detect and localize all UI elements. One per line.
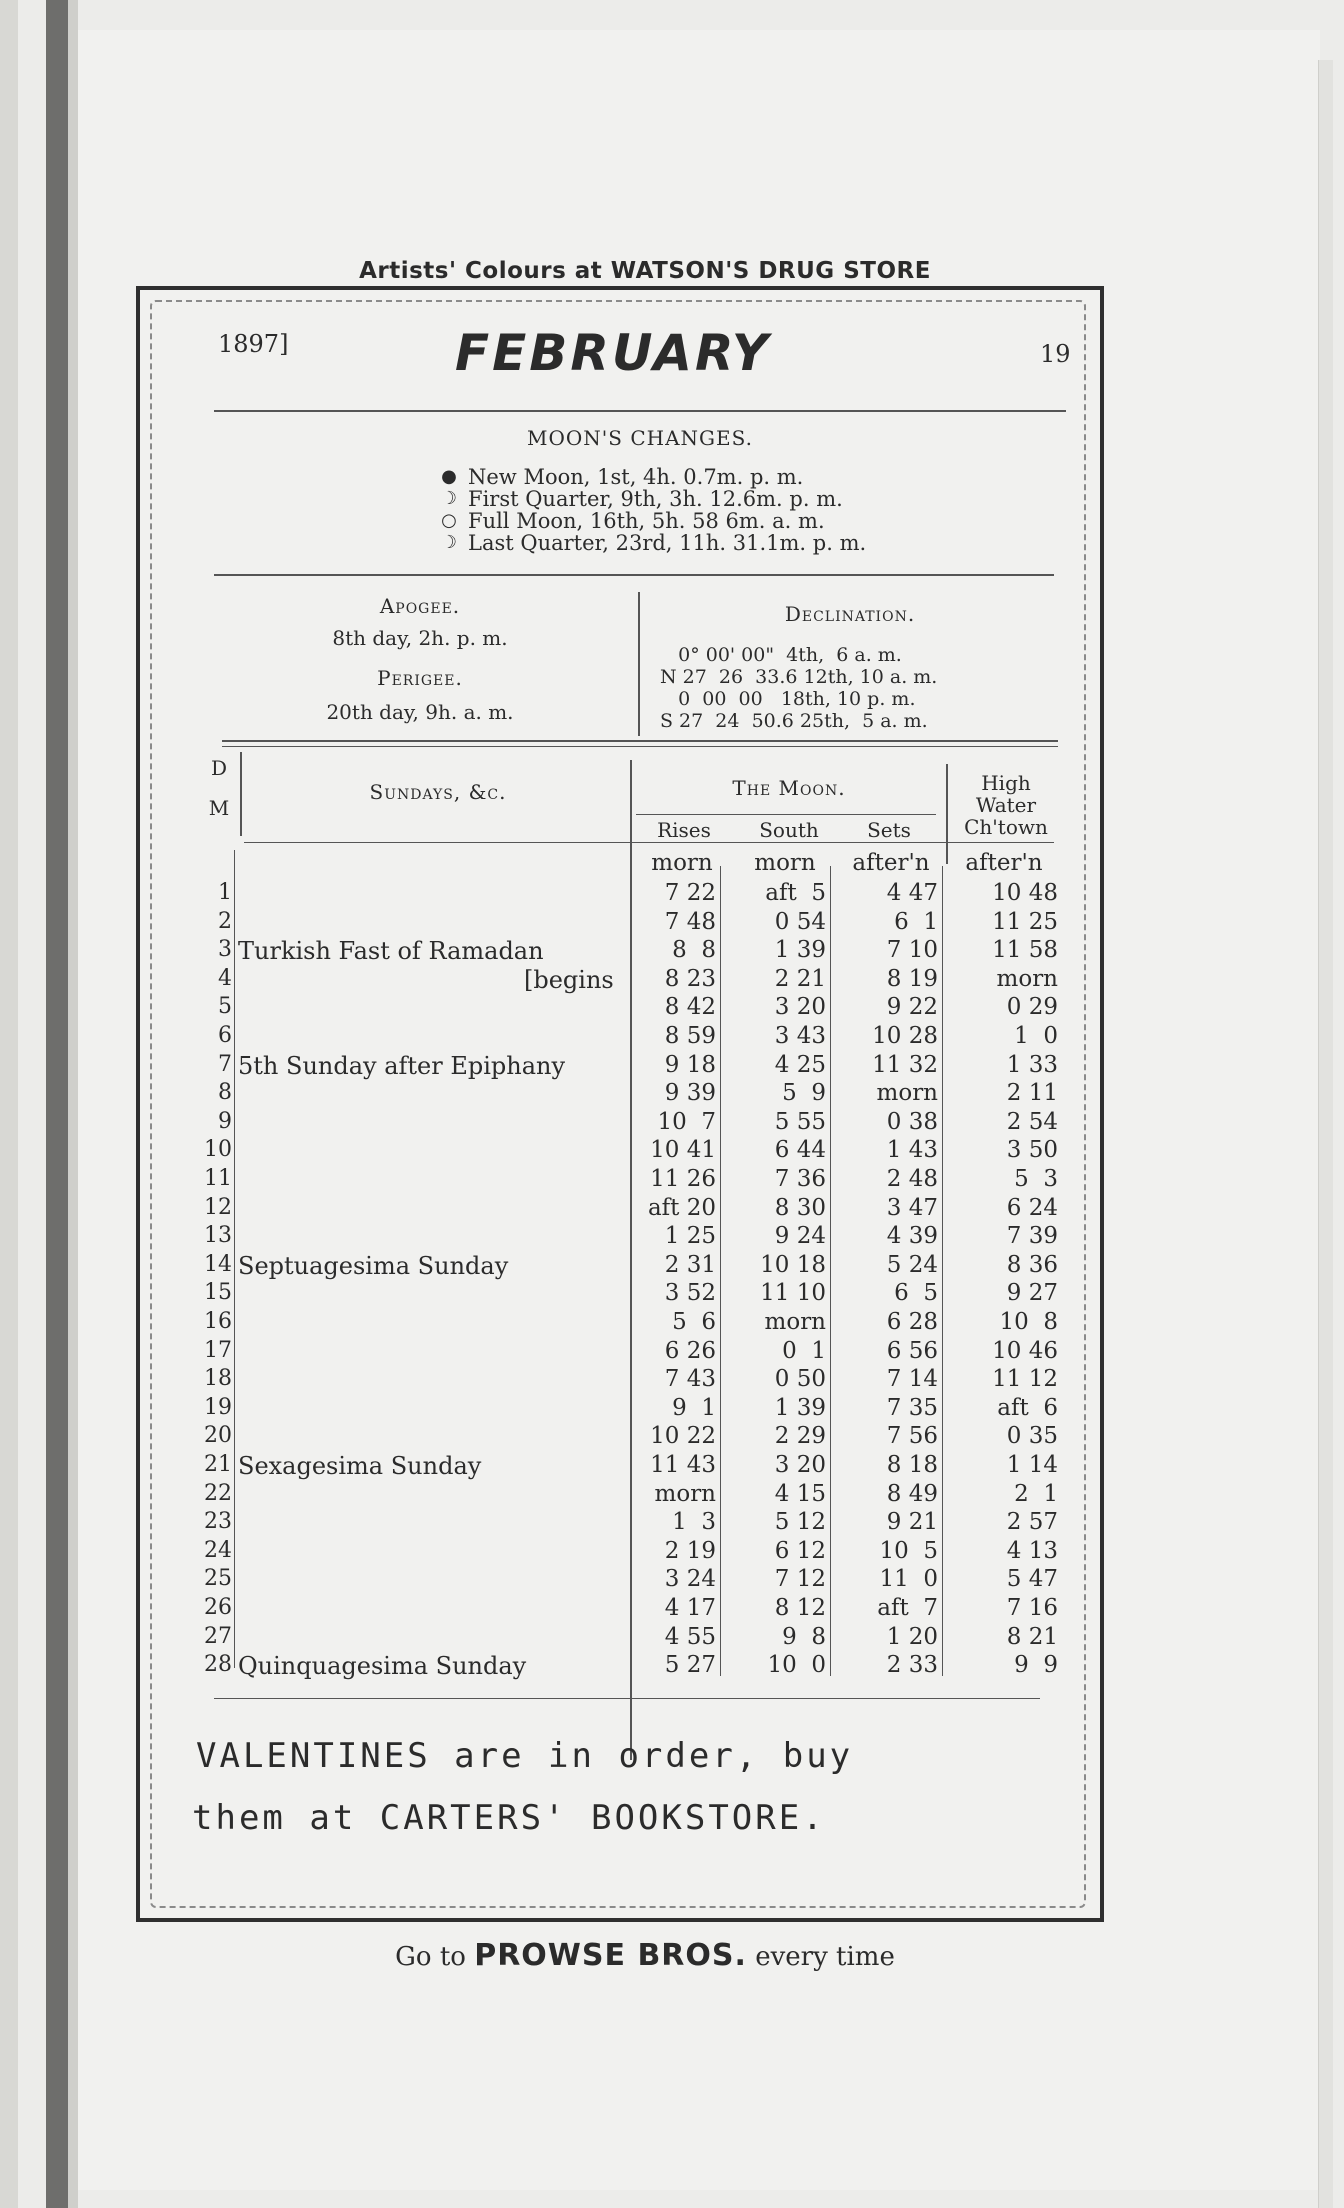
day-number: 4 [218,965,232,991]
day-number: 10 [204,1137,232,1163]
event-label: Quinquagesima Sunday [238,1652,527,1681]
moon-rises: 10 41 [650,1137,716,1164]
moon-south: 9 24 [774,1223,826,1250]
moon-rises: 7 22 [664,880,716,906]
moon-sets: 4 39 [886,1223,938,1250]
moon-change-item [430,510,866,532]
moon-sets: 11 32 [872,1051,938,1078]
moon-changes-title: MOON'S CHANGES. [527,426,753,450]
moon-sets: 7 35 [886,1394,938,1421]
moon-south: 0 1 [782,1337,826,1364]
moon-south: 9 8 [782,1623,826,1650]
moon-sets: 6 56 [886,1337,938,1364]
day-number: 7 [218,1051,232,1077]
moon-south: 6 12 [774,1537,826,1564]
page-gutter [68,0,78,2208]
header-rule [214,410,1066,412]
moon-rule [214,574,1054,576]
moon-south: 11 10 [760,1280,826,1307]
moon-change-text: First Quarter, 9th, 3h. 12.6m. p. m. [468,487,843,511]
day-number: 22 [204,1480,232,1506]
high-water: 2 11 [1006,1080,1058,1107]
moon-rises: 11 26 [650,1166,716,1192]
day-number: 11 [204,1166,232,1191]
day-number: 17 [204,1337,232,1363]
high-water: 4 13 [1006,1537,1058,1564]
moon-change-text: New Moon, 1st, 4h. 0.7m. p. m. [468,465,804,489]
bottom-advert [0,1938,1290,1973]
moon-rises: 6 26 [664,1337,716,1364]
header-rises: Rises [657,818,711,842]
high-water: 2 57 [1006,1509,1058,1536]
moon-south: 10 18 [760,1251,826,1278]
moon-sets: 0 38 [886,1108,938,1135]
day-number: 26 [204,1595,232,1620]
high-water: 2 1 [1014,1480,1058,1507]
day-number: 19 [204,1394,232,1420]
moon-south: 7 12 [774,1566,826,1593]
moon-sets: 11 0 [879,1566,938,1593]
moon-rises: 8 8 [672,937,716,964]
day-number: 23 [204,1509,232,1535]
high-water: 7 16 [1006,1595,1058,1621]
moon-sets: 8 18 [886,1452,938,1478]
moon-rises: 8 23 [664,965,716,992]
moon-change-text: Last Quarter, 23rd, 11h. 31.1m. p. m. [468,531,867,555]
bottom-advert-brand: PROWSE BROS. [474,1938,747,1973]
page-right-edge [1318,60,1333,2208]
page-number: 19 [1040,340,1071,368]
header-the-moon: The Moon. [732,776,846,800]
day-number: 1 [218,880,232,905]
high-water: 0 29 [1006,994,1058,1021]
moon-south: 2 21 [774,965,826,992]
moon-south: 8 12 [774,1595,826,1621]
rises-subheader: morn [651,850,713,876]
moon-south: 2 29 [774,1423,826,1450]
day-number: 6 [218,1023,232,1048]
moon-south: aft 5 [765,880,826,906]
moon-south: 7 36 [774,1166,826,1192]
moon-sets: 8 19 [886,965,938,992]
binding-shadow [46,0,68,2208]
header-sets: Sets [867,818,911,842]
high-water: 3 50 [1006,1137,1058,1164]
moon-change-item [430,466,866,488]
month-title: FEBRUARY [455,324,772,382]
full-moon-icon: ○ [441,510,457,531]
declination-row: S 27 24 50.6 25th, 5 a. m. [660,710,928,732]
high-water: aft 6 [997,1394,1058,1421]
bottom-advert-post: every time [755,1942,895,1972]
declination-row: N 27 26 33.6 12th, 10 a. m. [660,666,938,688]
day-divider [234,850,235,1668]
moon-sets: 2 48 [886,1166,938,1192]
high-water: 5 47 [1006,1566,1058,1593]
last-quarter-icon: ☽ [440,532,458,553]
event-label: Turkish Fast of Ramadan [238,937,544,966]
moon-sets: 1 43 [886,1137,938,1164]
moon-rises: morn [654,1480,716,1507]
moon-rises: 9 18 [664,1051,716,1078]
moon-sets: 9 21 [886,1509,938,1536]
day-number: 25 [204,1566,232,1592]
moon-rises: 4 55 [664,1623,716,1650]
moon-sets: 6 28 [886,1309,938,1335]
high-water: 0 35 [1006,1423,1058,1450]
event-label: 5th Sunday after Epiphany [238,1051,566,1080]
day-number: 20 [204,1423,232,1449]
moon-sets: 2 33 [886,1652,938,1679]
moon-south: 6 44 [774,1137,826,1164]
moon-sets: aft 7 [877,1595,938,1621]
event-label: [begins [524,965,614,994]
moon-south: 5 55 [774,1108,826,1135]
moon-south: 1 39 [774,937,826,964]
moon-rises: 3 52 [664,1280,716,1307]
page-edge [0,0,18,2208]
high-water: 10 48 [992,880,1058,906]
header-water: Water [975,793,1037,817]
event-label: Septuagesima Sunday [238,1251,509,1280]
moon-south: morn [764,1309,826,1335]
high-water: 5 3 [1014,1166,1058,1192]
moon-south: 0 50 [774,1366,826,1393]
declination-row: 0° 00' 00" 4th, 6 a. m. [660,644,902,666]
moon-rises: 2 19 [664,1537,716,1564]
high-water: 9 27 [1006,1280,1058,1307]
moon-south: 1 39 [774,1394,826,1421]
moon-sets: 3 47 [886,1194,938,1221]
high-water: 10 8 [999,1309,1058,1335]
day-number: 12 [204,1194,232,1220]
moon-rises: 8 42 [664,994,716,1021]
moon-south: 5 12 [774,1509,826,1536]
moon-rises: 7 43 [664,1366,716,1393]
moon-sets: 7 56 [886,1423,938,1450]
event-label: Sexagesima Sunday [238,1452,482,1480]
header-south: South [759,818,819,842]
moon-south: 10 0 [767,1652,826,1679]
header-chtown: Ch'town [964,815,1048,839]
moon-rises: 3 24 [664,1566,716,1593]
high-water: 9 9 [1014,1652,1058,1679]
day-number: 24 [204,1537,232,1563]
moon-sets: 7 14 [886,1366,938,1393]
water-subheader: after'n [965,850,1043,876]
moon-rises: 10 22 [650,1423,716,1450]
moon-sets: 10 5 [879,1537,938,1564]
year-label: 1897] [218,330,289,358]
day-number: 18 [204,1366,232,1392]
day-number: 28 [204,1652,232,1678]
moon-sets: 6 5 [894,1280,938,1307]
day-number: 14 [204,1251,232,1277]
moon-change-item [430,488,866,510]
moon-sets: 5 24 [886,1251,938,1278]
moon-change-text: Full Moon, 16th, 5h. 58 6m. a. m. [468,509,825,533]
table-top-rule-thin [222,746,1058,747]
events-divider [630,760,632,1760]
moon-south: 3 20 [774,994,826,1021]
moon-rises: 2 31 [664,1251,716,1278]
declination-title: Declination. [784,602,916,626]
perigee-value: 20th day, 9h. a. m. [326,700,514,724]
day-number: 9 [218,1108,232,1134]
high-water: morn [996,965,1058,992]
high-water: 1 33 [1006,1051,1058,1078]
moon-sets: 7 10 [886,937,938,964]
apogee-label: Apogee. [379,594,461,618]
day-number: 15 [204,1280,232,1306]
moon-sets: morn [876,1080,938,1107]
south-divider [830,866,831,1676]
moon-rises: 9 39 [664,1080,716,1107]
header-d: D [210,756,228,780]
high-water: 11 12 [992,1366,1058,1393]
moon-south: 8 30 [774,1194,826,1221]
declination-row: 0 00 00 18th, 10 p. m. [660,688,916,710]
moon-rises: 7 48 [664,908,716,935]
moon-rises: 11 43 [650,1452,716,1478]
day-number: 13 [204,1223,232,1249]
moon-rises: 8 59 [664,1023,716,1049]
moon-sets: 6 1 [894,908,938,935]
moon-sets: 4 47 [886,880,938,906]
advert-line-1: VALENTINES are in order, buy [196,1736,854,1776]
header-bottom-rule [244,842,1054,843]
south-subheader: morn [754,850,816,876]
moon-sets: 8 49 [886,1480,938,1507]
high-water: 10 46 [992,1337,1058,1364]
high-water: 11 58 [992,937,1058,964]
moon-rises: 4 17 [664,1595,716,1621]
moon-rises: 1 25 [664,1223,716,1250]
first-quarter-icon: ☽ [440,488,458,509]
high-water: 2 54 [1006,1108,1058,1135]
day-number: 8 [218,1080,232,1106]
day-number: 16 [204,1309,232,1334]
moon-sets: 9 22 [886,994,938,1021]
moon-sets: 10 28 [872,1023,938,1049]
moon-header-rule [636,814,936,815]
apogee-value: 8th day, 2h. p. m. [332,626,508,650]
table-top-rule [222,740,1058,742]
day-number: 3 [218,937,232,963]
moon-changes-list [430,466,866,554]
moon-change-item [430,532,866,554]
advert-line-2: them at CARTERS' BOOKSTORE. [192,1798,826,1838]
moon-south: 4 15 [774,1480,826,1507]
water-divider [946,764,948,864]
moon-sets: 1 20 [886,1623,938,1650]
bottom-advert-pre: Go to [395,1942,466,1972]
header-high-water [950,772,1062,838]
moon-south: 3 20 [774,1452,826,1478]
high-water: 1 0 [1014,1023,1058,1049]
day-number: 21 [204,1452,232,1477]
header-high: High [981,771,1031,795]
header-sundays: Sundays, &c. [369,780,507,804]
moon-rises: 1 3 [672,1509,716,1536]
day-number: 2 [218,908,232,934]
moon-south: 5 9 [782,1080,826,1107]
dm-divider [240,752,242,836]
new-moon-icon: ● [441,466,457,487]
high-water: 8 21 [1006,1623,1058,1650]
moon-rises: 9 1 [672,1394,716,1421]
high-water: 1 14 [1006,1452,1058,1478]
high-water: 6 24 [1006,1194,1058,1221]
moon-south: 4 25 [774,1051,826,1078]
table-bottom-rule [214,1698,1040,1699]
perigee-label: Perigee. [377,666,463,690]
sets-divider [942,866,943,1676]
high-water: 7 39 [1006,1223,1058,1250]
moon-rises: aft 20 [647,1194,716,1221]
day-number: 5 [218,994,232,1020]
moon-south: 3 43 [774,1023,826,1049]
header-m: M [208,796,230,820]
moon-rises: 5 6 [672,1309,716,1335]
top-advert: Artists' Colours at WATSON'S DRUG STORE [359,258,931,284]
moon-rises: 10 7 [657,1108,716,1135]
day-number: 27 [204,1623,232,1649]
sets-subheader: after'n [852,850,930,876]
moon-rises: 5 27 [664,1652,716,1679]
high-water: 11 25 [992,908,1058,935]
moon-south: 0 54 [774,908,826,935]
rises-divider [720,866,721,1676]
high-water: 8 36 [1006,1251,1058,1278]
